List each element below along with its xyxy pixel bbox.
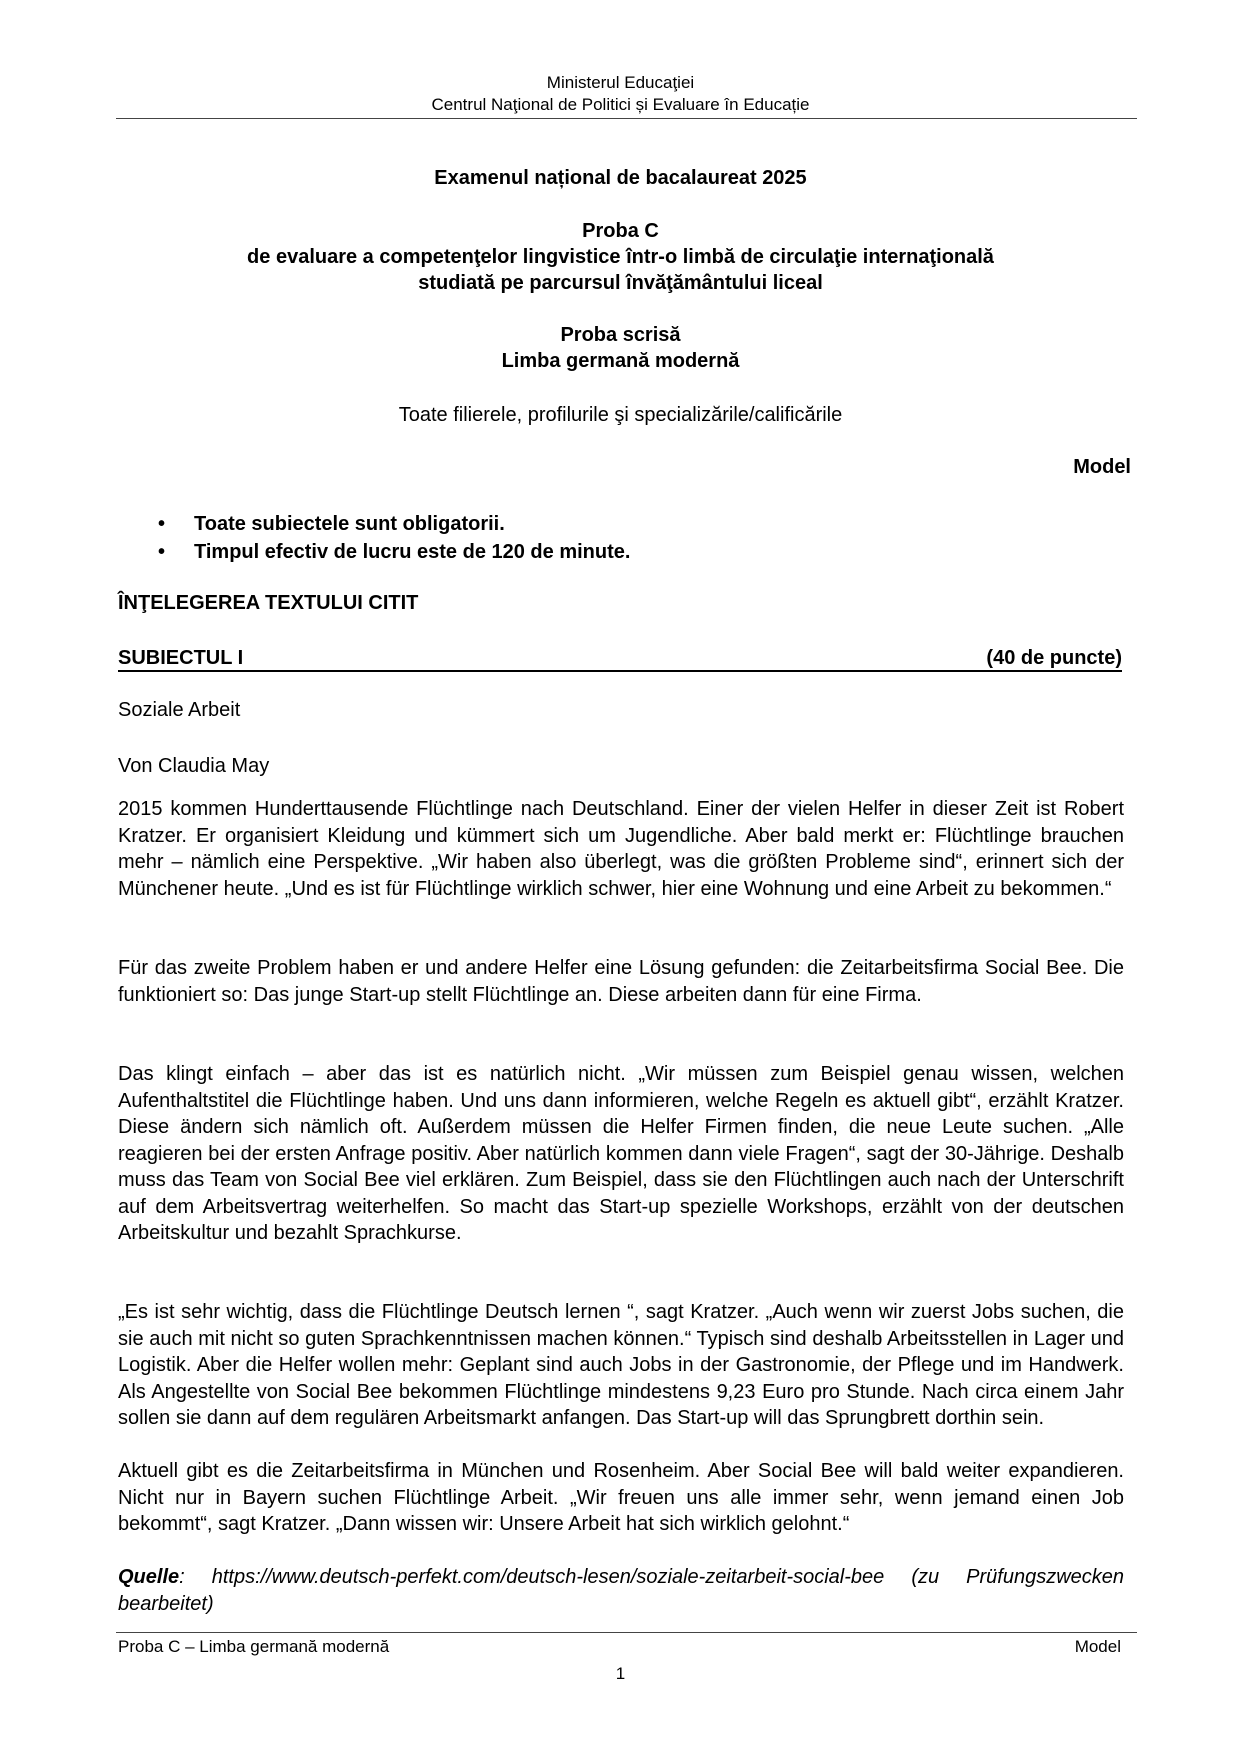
proba-title: Proba C <box>582 220 659 242</box>
article-paragraph <box>118 1061 1124 1247</box>
article-paragraph <box>118 796 1124 902</box>
paragraph-text: Für das zweite Problem haben er und andere Helfer eine Lösung gefunden: die Zeitarbeitsfirma Social Bee. Die funktioniert so: Das junge Start-up stellt Flüchtlinge an. Diese arbeiten dann für eine Firma. <box>118 957 1124 1006</box>
subject-points: (40 de puncte) <box>986 647 1122 669</box>
variant-label: Model <box>1073 456 1131 478</box>
exam-type: Proba scrisă <box>560 324 681 346</box>
exam-title: Examenul național de bacalaureat 2025 <box>434 167 807 189</box>
source-label: Quelle <box>118 1566 180 1588</box>
article-source <box>118 1564 1124 1617</box>
article-author: Von Claudia May <box>118 755 270 777</box>
paragraph-text: „Es ist sehr wichtig, dass die Flüchtlinge Deutsch lernen “, sagt Kratzer. „Auch wenn wir zuerst Jobs suchen, die sie auch mit nicht so guten Sprachkenntnissen machen können.“ Typisch sind deshalb Arbeitsstellen in Lager und Logistik. Aber die Helfer wollen mehr: Geplant sind auch Jobs in der Gastronomie, der Pflege und im Handwerk. Als Angestellte von Social Bee bekommen Flüchtlinge mindestens 9,23 Euro pro Stunde. Nach circa einem Jahr sollen sie dann auf dem regulären Arbeitsmarkt anfangen. Das Start-up will das Sprungbrett dorthin sein. <box>118 1301 1124 1429</box>
article-title: Soziale Arbeit <box>118 699 241 721</box>
instruction-item: • Toate subiectele sunt obligatorii. <box>158 510 630 538</box>
header-divider <box>116 118 1137 119</box>
exam-language: Limba germană modernă <box>501 350 740 372</box>
footer-left: Proba C – Limba germană modernă <box>118 1637 390 1656</box>
article-paragraph <box>118 1299 1124 1432</box>
proba-description-line2: studiată pe parcursul învăţământului liceal <box>418 272 823 294</box>
subject-heading <box>118 643 1122 672</box>
exam-audience: Toate filierele, profilurile şi specializările/calificările <box>398 404 843 426</box>
section-title: ÎNŢELEGEREA TEXTULUI CITIT <box>118 592 419 614</box>
instruction-item: • Timpul efectiv de lucru este de 120 de minute. <box>158 538 630 566</box>
article-paragraph <box>118 955 1124 1008</box>
ministry-header: Ministerul Educaţiei <box>546 73 695 92</box>
paragraph-text: Das klingt einfach – aber das ist es natürlich nicht. „Wir müssen zum Beispiel genau wissen, welchen Aufenthaltstitel die Flüchtlinge haben. Und uns dann informieren, welche Regeln es aktuell gibt“, erzählt Kratzer. Diese ändern sich nämlich oft. Außerdem müssen die Helfer Firmen finden, die neue Leute suchen. „Alle reagieren bei der ersten Anfrage positiv. Aber natürlich kommen dann viele Fragen“, sagt der 30-Jährige. Deshalb muss das Team von Social Bee viel erklären. Zum Beispiel, dass sie den Flüchtlingen auch nach der Unterschrift auf dem Arbeitsvertrag weiterhelfen. So macht das Start-up spezielle Workshops, erzählt von der deutschen Arbeitskultur und bezahlt Sprachkurse. <box>118 1063 1124 1244</box>
paragraph-text: Aktuell gibt es die Zeitarbeitsfirma in München und Rosenheim. Aber Social Bee will bald weiter expandieren. Nicht nur in Bayern suchen Flüchtlinge Arbeit. „Wir freuen uns alle immer sehr, wenn jemand einen Job bekommt“, sagt Kratzer. „Dann wissen wir: Unsere Arbeit hat sich wirklich gelohnt.“ <box>118 1460 1124 1535</box>
source-colon: : <box>179 1566 185 1588</box>
article-paragraph <box>118 1458 1124 1538</box>
paragraph-text: 2015 kommen Hunderttausende Flüchtlinge nach Deutschland. Einer der vielen Helfer in dieser Zeit ist Robert Kratzer. Er organisiert Kleidung und kümmert sich um Jugendliche. Aber bald merkt er: Flüchtlinge brauchen mehr – nämlich eine Perspektive. „Wir haben also überlegt, was die größten Probleme sind“, erinnert sich der Münchener heute. „Und es ist für Flüchtlinge wirklich schwer, hier eine Wohnung und eine Arbeit zu bekommen.“ <box>118 798 1124 900</box>
footer-divider <box>116 1632 1137 1633</box>
footer-right: Model <box>1074 1637 1121 1656</box>
source-url: https://www.deutsch-perfekt.com/deutsch-lesen/soziale-zeitarbeit-social-bee (zu Prüfungszwecken bearbeitet) <box>118 1566 1124 1615</box>
instructions-list <box>158 510 630 566</box>
proba-description-line1: de evaluare a competenţelor lingvistice într-o limbă de circulaţie internaţională <box>247 246 994 268</box>
center-header: Centrul Naţional de Politici și Evaluare în Educație <box>431 95 810 114</box>
page-number: 1 <box>615 1664 626 1683</box>
subject-label: SUBIECTUL I <box>118 647 244 669</box>
